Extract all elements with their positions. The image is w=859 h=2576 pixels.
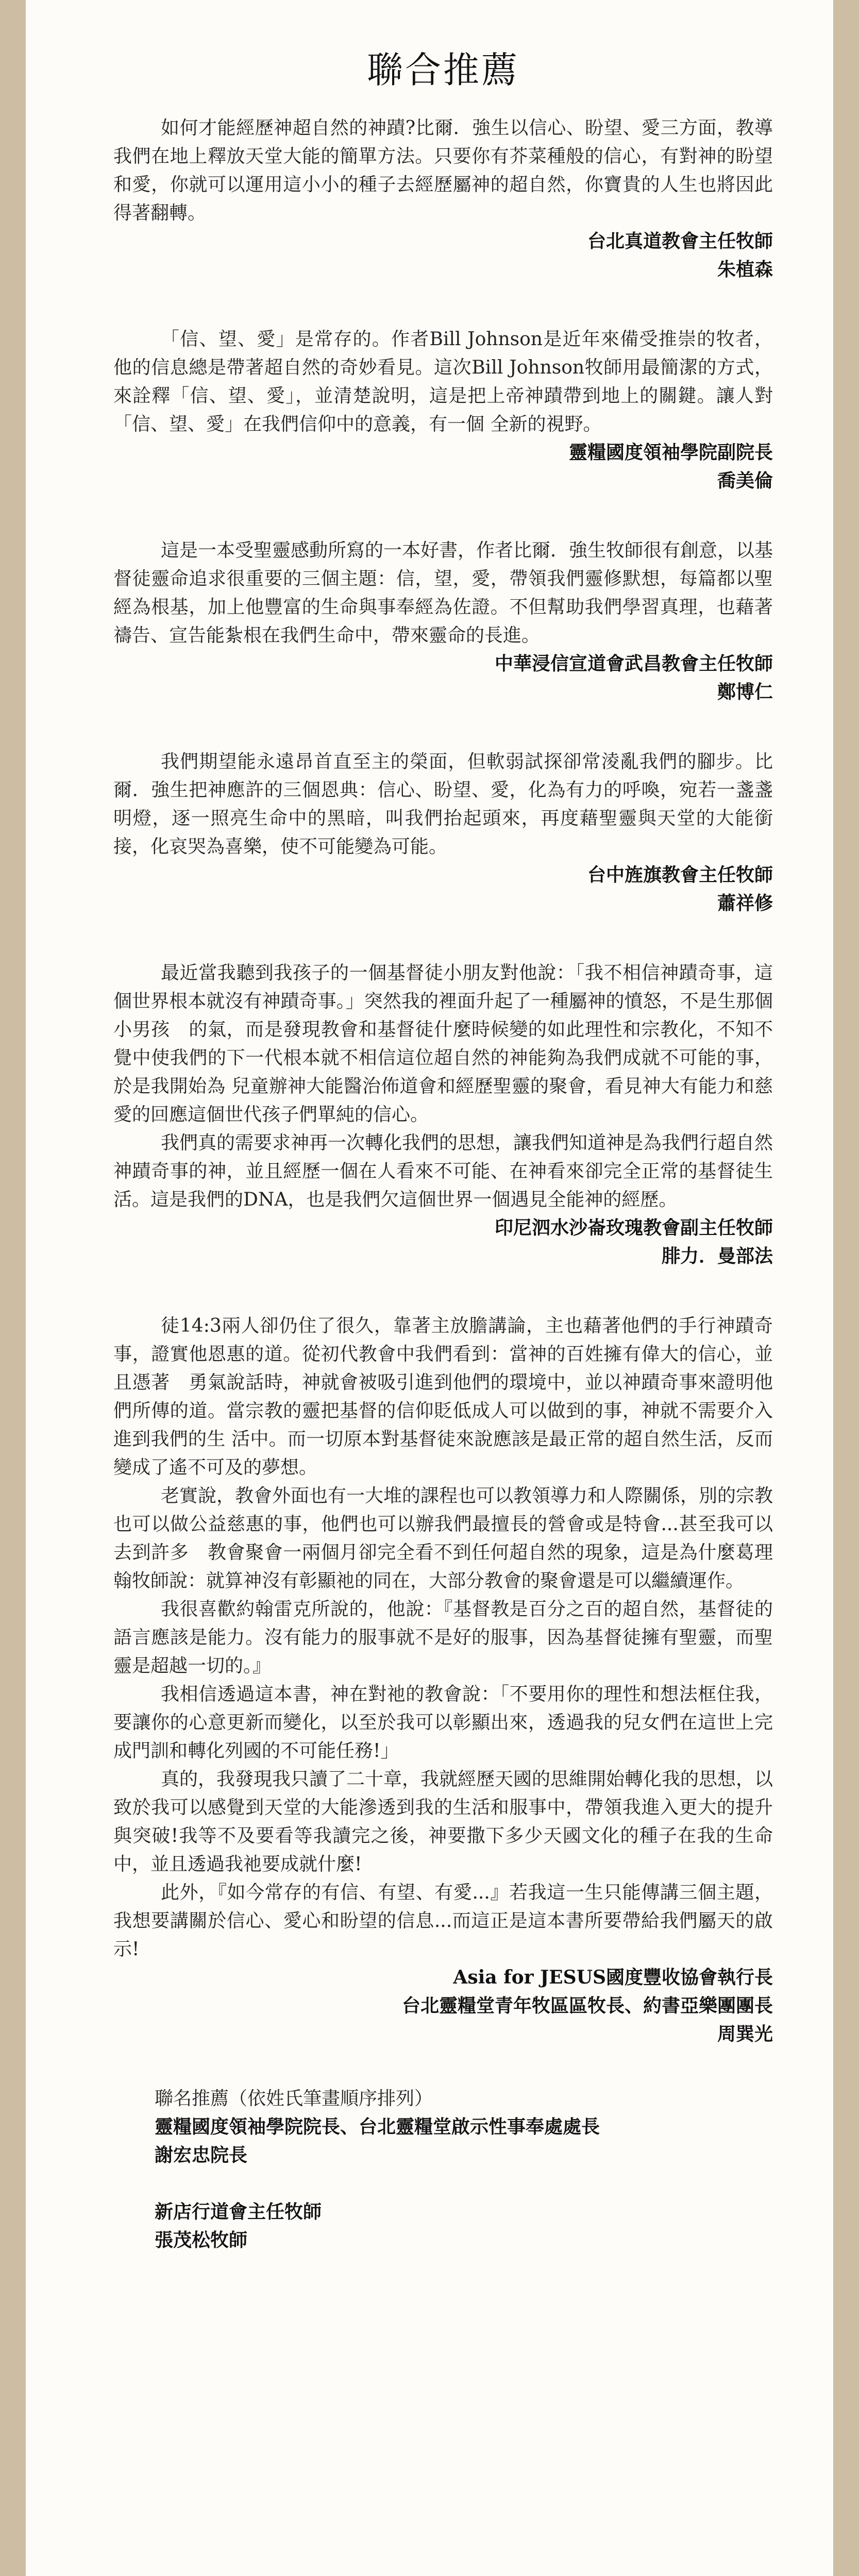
joint-entry-name: 張茂松牧師 bbox=[155, 2229, 248, 2251]
signature-title: 中華浸信宣道會武昌教會主任牧師 bbox=[494, 653, 773, 674]
recommendation-paragraph: 這是一本受聖靈感動所寫的一本好書，作者比爾．強生牧師很有創意，以基督徒靈命追求很重要的三個主題：信，望，愛，帶領我們靈修默想，每篇都以聖經為根基，加上他豐富的生命與事奉經為佐證。不但幫助我們學習真理，也藉著禱告、宣告能紮根在我們生命中，帶來靈命的長進。 bbox=[113, 540, 773, 646]
recommendation-paragraph: 「信、望、愛」是常存的。作者Bill Johnson是近年來備受推崇的牧者，他的信息總是帶著超自然的奇妙看見。這次Bill Johnson牧師用最簡潔的方式，來詮釋「信、望、愛」，並清楚說明，這是把上帝神蹟帶到地上的關鍵。讓人對「信、望、愛」在我們信仰中的意義，有一個 全新的視野。 bbox=[113, 329, 773, 435]
signature-title: 台中旌旗教會主任牧師 bbox=[587, 864, 773, 886]
recommendation bbox=[113, 1312, 773, 2048]
recommendation-paragraph: 我相信透過這本書，神在對祂的教會說：「不要用你的理性和想法框住我，要讓你的心意更新而變化，以至於我可以彰顯出來，透過我的兒女們在這世上完成門訓和轉化列國的不可能任務!」 bbox=[113, 1684, 773, 1761]
document-content bbox=[113, 41, 773, 2255]
joint-recommendation bbox=[113, 2084, 773, 2255]
spacer bbox=[155, 2170, 773, 2198]
joint-recommendation-heading: 聯名推薦（依姓氏筆畫順序排列） bbox=[155, 2088, 433, 2109]
joint-entry-name: 謝宏忠院長 bbox=[155, 2144, 248, 2166]
signature-title: 台北靈糧堂青年牧區區牧長、約書亞樂團團長 bbox=[401, 1995, 773, 2016]
recommendation bbox=[113, 114, 773, 284]
recommendation-paragraph: 老實說，教會外面也有一大堆的課程也可以教領導力和人際關係，別的宗教也可以做公益慈惠的事，他們也可以辦我們最擅長的營會或是特會...甚至我可以去到許多 教會聚會一兩個月卻完全看不到任何超自然的現象，這是為什麼葛理翰牧師說：就算神沒有彰顯祂的同在，大部分教會的聚會還是可以繼續運作。 bbox=[113, 1485, 773, 1591]
recommendation bbox=[113, 959, 773, 1270]
signature-title: 靈糧國度領袖學院副院長 bbox=[568, 442, 773, 463]
recommendation bbox=[113, 325, 773, 495]
page-title: 聯合推薦 bbox=[367, 49, 519, 91]
signature-title: 台北真道教會主任牧師 bbox=[587, 230, 773, 252]
recommendation-paragraph: 真的，我發現我只讀了二十章，我就經歷天國的思維開始轉化我的思想，以致於我可以感覺到天堂的大能滲透到我的生活和服事中，帶領我進入更大的提升與突破!我等不及要看等我讀完之後，神要撒下多少天國文化的種子在我的生命中，並且透過我祂要成就什麼! bbox=[113, 1769, 773, 1875]
signature-name: 朱植森 bbox=[717, 259, 773, 280]
recommendation-paragraph: 我們真的需要求神再一次轉化我們的思想，讓我們知道神是為我們行超自然神蹟奇事的神，並且經歷一個在人看來不可能、在神看來卻完全正常的基督徒生活。這是我們的DNA，也是我們欠這個世界一個遇見全能神的經歷。 bbox=[113, 1132, 773, 1210]
joint-entry-title: 靈糧國度領袖學院院長、台北靈糧堂啟示性事奉處處長 bbox=[155, 2116, 600, 2138]
joint-entry-title: 新店行道會主任牧師 bbox=[155, 2201, 322, 2223]
signature-name: 蕭祥修 bbox=[717, 892, 773, 914]
signature-name: 鄭博仁 bbox=[717, 681, 773, 703]
recommendation bbox=[113, 536, 773, 706]
signature-name: 腓力．曼部法 bbox=[661, 1245, 773, 1267]
recommendation-paragraph: 我很喜歡約翰雷克所說的，他說：『基督教是百分之百的超自然，基督徒的語言應該是能力。沒有能力的服事就不是好的服事，因為基督徒擁有聖靈，而聖靈是超越一切的。』 bbox=[113, 1599, 773, 1676]
recommendation-paragraph: 如何才能經歷神超自然的神蹟?比爾．強生以信心、盼望、愛三方面，教導我們在地上釋放天堂大能的簡單方法。只要你有芥菜種般的信心，有對神的盼望和愛，你就可以運用這小小的種子去經歷屬神的超自然，你寶貴的人生也將因此得著翻轉。 bbox=[113, 117, 773, 224]
recommendation-paragraph: 此外，『如今常存的有信、有望、有愛...』若我這一生只能傳講三個主題，我想要講關於信心、愛心和盼望的信息...而這正是這本書所要帶給我們屬天的啟示! bbox=[113, 1882, 773, 1960]
recommendation bbox=[113, 748, 773, 918]
document-page bbox=[26, 0, 833, 2576]
recommendation-paragraph: 最近當我聽到我孩子的一個基督徒小朋友對他說：「我不相信神蹟奇事，這個世界根本就沒有神蹟奇事。」突然我的裡面升起了一種屬神的憤怒，不是生那個小男孩 的氣，而是發現教會和基督徒什麼時候變的如此理性和宗教化，不知不覺中使我們的下一代根本就不相信這位超自然的神能夠為我們成就不可能的事，於是我開始為 兒童辦神大能醫治佈道會和經歷聖靈的聚會，看見神大有能力和慈愛的回應這個世代孩子們單純的信心。 bbox=[113, 962, 773, 1125]
signature-name: 周巽光 bbox=[717, 2023, 773, 2045]
signature-name: 喬美倫 bbox=[717, 470, 773, 492]
recommendation-paragraph: 我們期望能永遠昂首直至主的榮面，但軟弱試探卻常淩亂我們的腳步。比爾．強生把神應許的三個恩典：信心、盼望、愛，化為有力的呼喚，宛若一盞盞明燈，逐一照亮生命中的黑暗，叫我們抬起頭來，再度藉聖靈與天堂的大能銜接，化哀哭為喜樂，使不可能變為可能。 bbox=[113, 751, 773, 857]
signature-title: 印尼泗水沙崙玫瑰教會副主任牧師 bbox=[494, 1217, 773, 1239]
recommendation-paragraph: 徒14:3兩人卻仍住了很久，靠著主放膽講論，主也藉著他們的手行神蹟奇事，證實他恩惠的道。從初代教會中我們看到：當神的百姓擁有偉大的信心，並且憑著 勇氣說話時，神就會被吸引進到他們的環境中，並以神蹟奇事來證明他們所傳的道。當宗教的靈把基督的信仰貶低成人可以做到的事，神就不需要介入進到我們的生 活中。而一切原本對基督徒來說應該是最正常的超自然生活，反而變成了遙不可及的夢想。 bbox=[113, 1315, 773, 1478]
signature-title: Asia for JESUS國度豐收協會執行長 bbox=[453, 1967, 773, 1988]
